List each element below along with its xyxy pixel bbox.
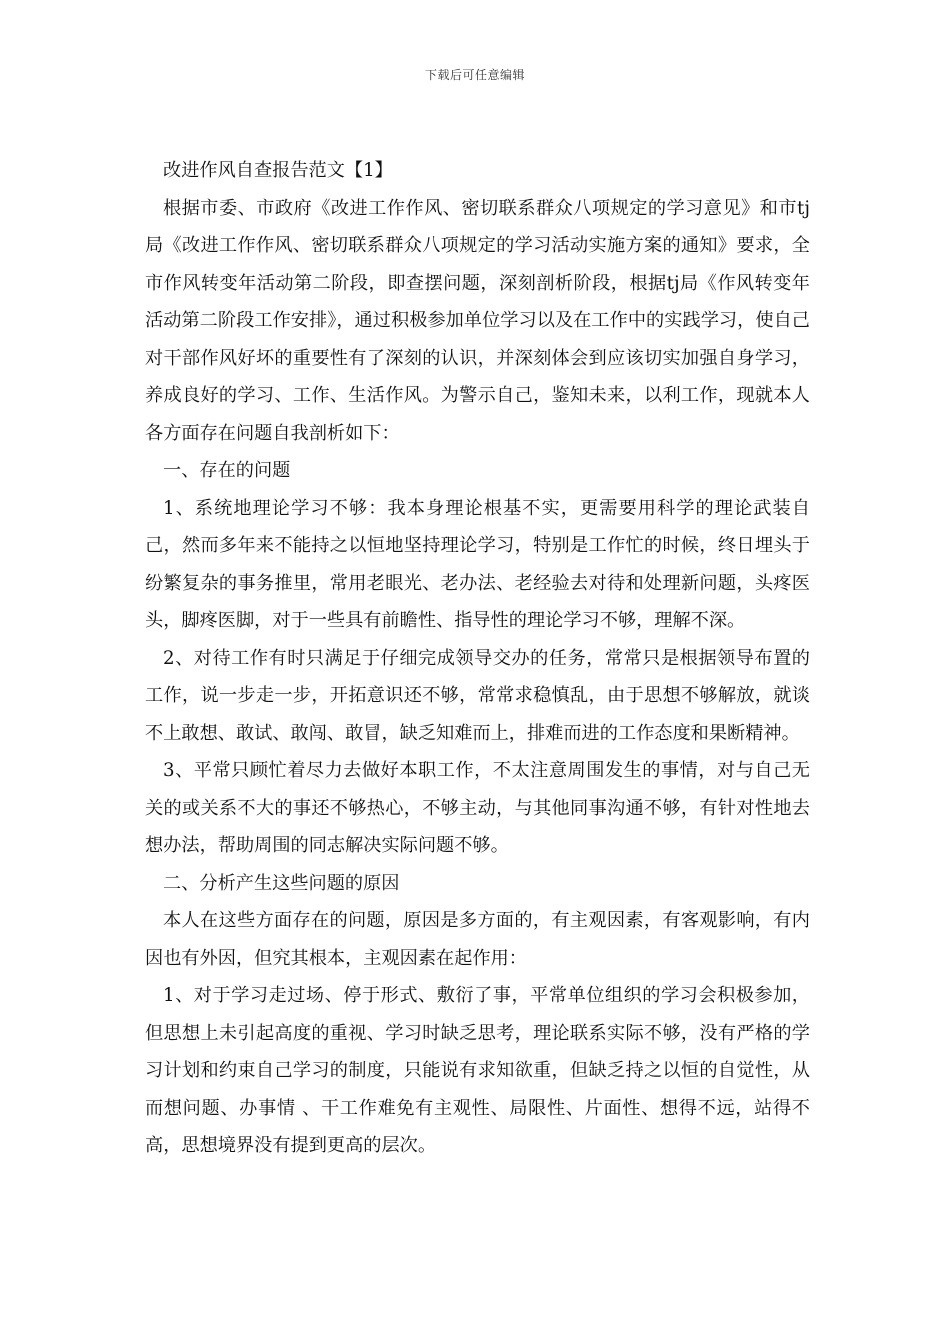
intro-paragraph: 根据市委、市政府《改进工作作风、密切联系群众八项规定的学习意见》和市tj局《改进工作作风、密切联系群众八项规定的学习活动实施方案的通知》要求，全市作风转变年活动第二阶段，即查摆问题，深刻剖析阶段，根据tj局《作风转变年活动第二阶段工作安排》，通过积极参加单位学习以及在工作中的实践学习，使自己对干部作风好坏的重要性有了深刻的认识，并深刻体会到应该切实加强自身学习，养成良好的学习、工作、生活作风。为警示自己，鉴知未来，以利工作，现就本人各方面存在问题自我剖析如下：	[145, 197, 810, 444]
cause-item: 1、对于学习走过场、停于形式、敷衍了事，平常单位组织的学习会积极参加，但思想上未引起高度的重视、学习时缺乏思考，理论联系实际不够，没有严格的学习计划和约束自己学习的制度，只能说有求知欲重，但缺乏持之以恒的自觉性，从而想问题、办事情 、干工作难免有主观性、局限性、片面性、想得不远，站得不高，思想境界没有提到更高的层次。	[145, 985, 810, 1156]
problem-item: 1、系统地理论学习不够：我本身理论根基不实，更需要用科学的理论武装自己，然而多年来不能持之以恒地坚持理论学习，特别是工作忙的时候，终日埋头于纷繁复杂的事务推里，常用老眼光、老办法、老经验去对待和处理新问题，头疼医头，脚疼医脚，对于一些具有前瞻性、指导性的理论学习不够，理解不深。	[145, 497, 810, 631]
problem-item: 3、平常只顾忙着尽力去做好本职工作，不太注意周围发生的事情，对与自己无关的或关系不大的事还不够热心，不够主动，与其他同事沟通不够，有针对性地去想办法，帮助周围的同志解决实际问题不够。	[145, 760, 810, 856]
causes-intro-paragraph: 本人在这些方面存在的问题，原因是多方面的，有主观因素，有客观影响，有内因也有外因，但究其根本，主观因素在起作用：	[145, 910, 810, 969]
section-heading-causes: 二、分析产生这些问题的原因	[163, 872, 400, 894]
document-title: 改进作风自查报告范文【1】	[163, 160, 393, 181]
problem-item: 2、对待工作有时只满足于仔细完成领导交办的任务，常常只是根据领导布置的工作，说一步走一步，开拓意识还不够，常常求稳慎乱，由于思想不够解放，就谈不上敢想、敢试、敢闯、敢冒，缺乏知难而上，排难而进的工作态度和果断精神。	[145, 647, 810, 744]
document-body	[145, 152, 810, 1165]
page-header-note: 下载后可任意编辑	[424, 68, 525, 82]
section-heading-problems: 一、存在的问题	[163, 460, 291, 481]
